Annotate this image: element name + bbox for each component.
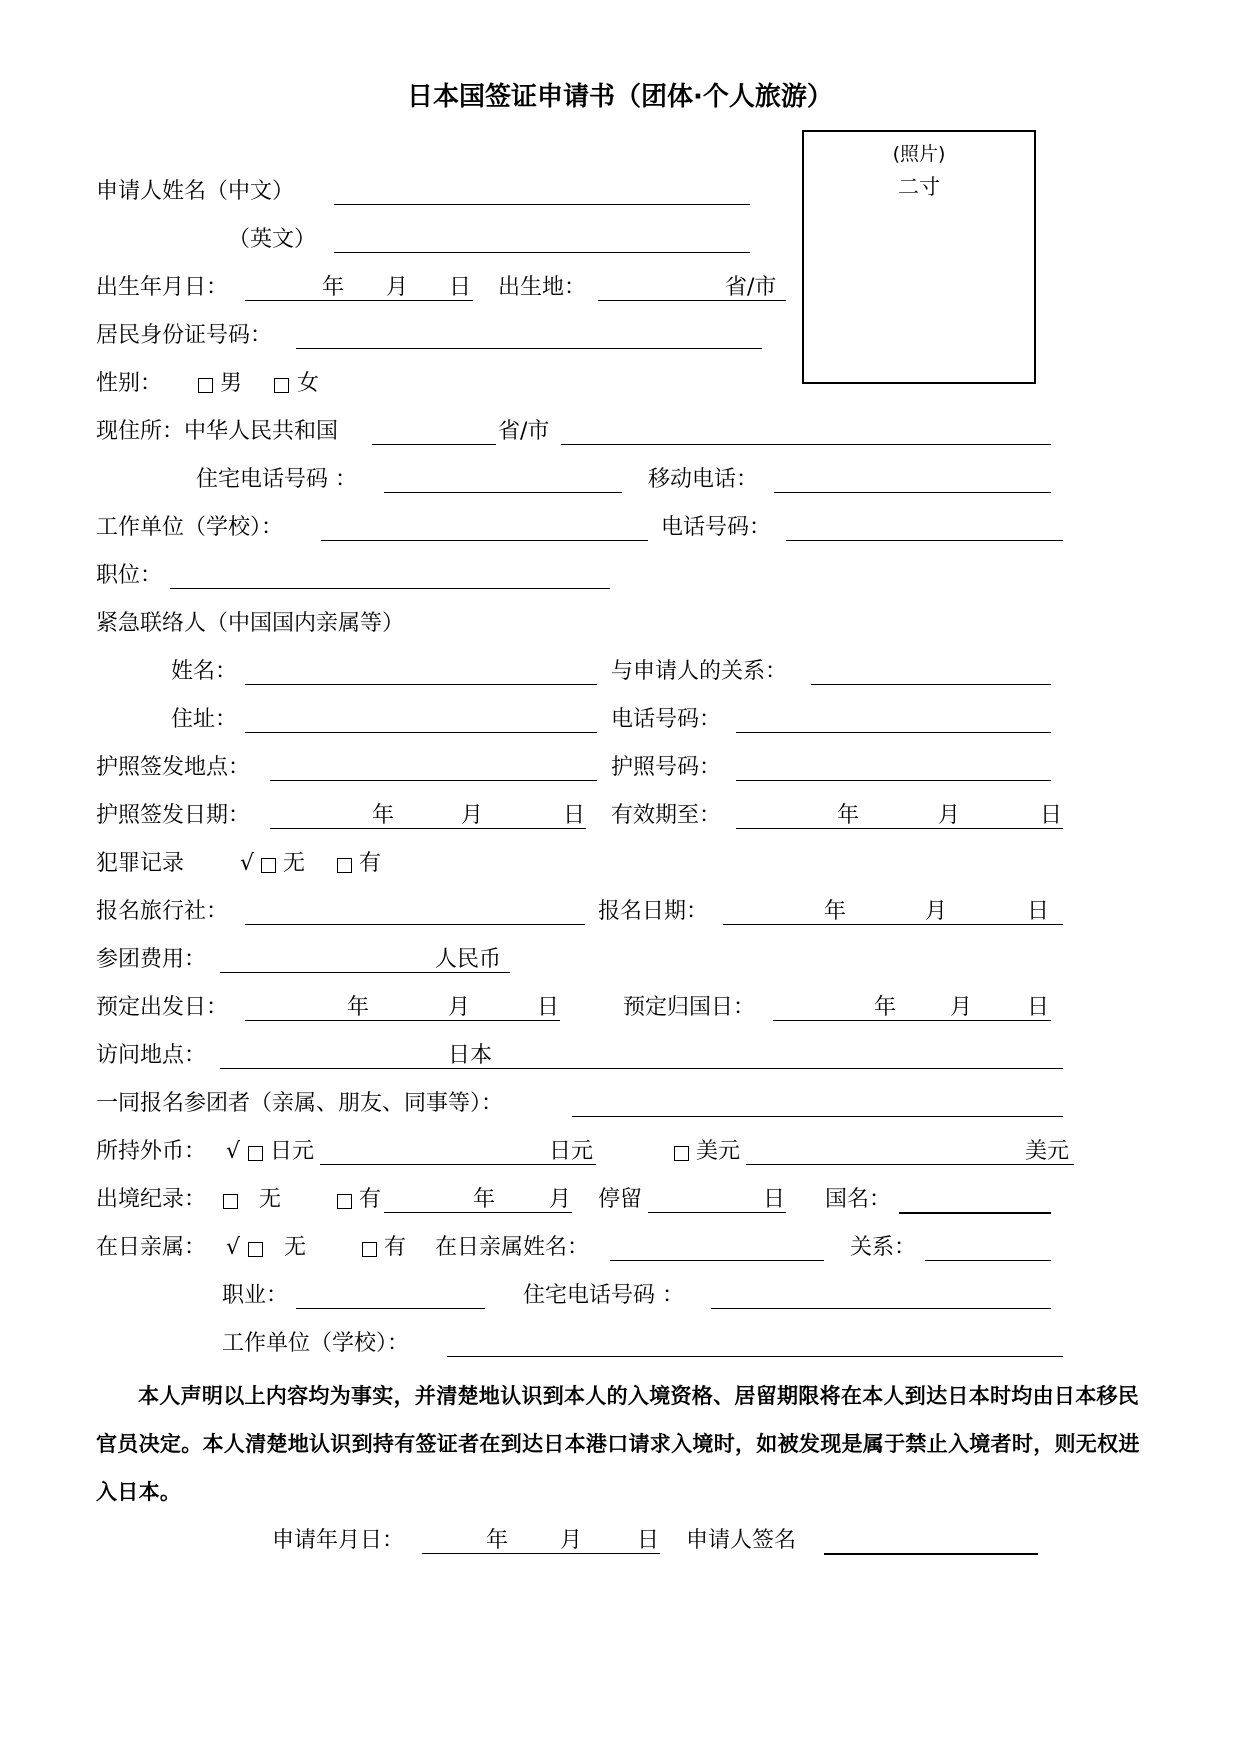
em-relation-label: 与申请人的关系：	[611, 659, 788, 684]
companions-field[interactable]	[572, 1116, 1063, 1117]
depart-day: 日	[537, 995, 560, 1020]
relatives-none-label: 无	[284, 1235, 307, 1260]
criminal-none-checkbox[interactable]	[261, 858, 276, 873]
relation-field[interactable]	[925, 1260, 1051, 1261]
rel-employer-field[interactable]	[447, 1356, 1063, 1357]
rel-employer-label: 工作单位（学校）：	[222, 1331, 410, 1356]
passport-no-label: 护照号码：	[611, 755, 722, 780]
apply-day: 日	[1027, 899, 1050, 924]
currency-checkmark: √	[226, 1139, 241, 1164]
valid-year: 年	[837, 803, 860, 828]
name-en-label: （英文）	[228, 227, 317, 252]
address-province-field[interactable]	[372, 444, 496, 445]
return-label: 预定归国日：	[623, 995, 756, 1020]
form-title: 日本国签证申请书（团体·个人旅游）	[407, 82, 833, 112]
criminal-checkmark: √	[240, 851, 255, 876]
visit-field[interactable]	[220, 1068, 1063, 1069]
return-day: 日	[1027, 995, 1050, 1020]
travel-year: 年	[473, 1187, 496, 1212]
relative-name-label: 在日亲属姓名：	[435, 1235, 590, 1260]
fee-label: 参团费用：	[96, 947, 207, 972]
jpy-unit: 日元	[549, 1139, 594, 1164]
depart-month: 月	[448, 995, 471, 1020]
passport-date-field[interactable]	[270, 828, 586, 829]
home-phone-field[interactable]	[384, 492, 622, 493]
passport-place-label: 护照签发地点：	[96, 755, 251, 780]
address-unit: 省/市	[498, 419, 550, 444]
criminal-none-label: 无	[283, 851, 306, 876]
relatives-label: 在日亲属：	[96, 1235, 207, 1260]
em-name-label: 姓名：	[171, 659, 238, 684]
travel-has-checkbox[interactable]	[337, 1194, 352, 1209]
criminal-label: 犯罪记录	[96, 851, 185, 876]
depart-label: 预定出发日：	[96, 995, 229, 1020]
home-phone-label: 住宅电话号码 ：	[196, 467, 357, 492]
em-phone-label: 电话号码：	[611, 707, 722, 732]
em-relation-field[interactable]	[811, 684, 1051, 685]
male-checkbox[interactable]	[198, 378, 213, 393]
country-field[interactable]	[899, 1212, 1051, 1214]
dob-day: 日	[449, 275, 472, 300]
jpy-label: 日元	[270, 1139, 315, 1164]
relatives-has-checkbox[interactable]	[362, 1242, 377, 1257]
valid-until-field[interactable]	[736, 828, 1063, 829]
usd-label: 美元	[696, 1139, 741, 1164]
address-field[interactable]	[561, 444, 1051, 445]
name-cn-field[interactable]	[334, 204, 750, 205]
visit-label: 访问地点：	[96, 1043, 207, 1068]
apply-date-label: 报名日期：	[598, 899, 709, 924]
em-address-field[interactable]	[245, 732, 597, 733]
id-field[interactable]	[296, 348, 762, 349]
apply-year: 年	[824, 899, 847, 924]
sign-date-field[interactable]	[422, 1553, 660, 1554]
relatives-none-checkbox[interactable]	[248, 1242, 263, 1257]
visit-country: 日本	[448, 1043, 493, 1068]
criminal-has-label: 有	[359, 851, 382, 876]
agency-field[interactable]	[245, 924, 585, 925]
relatives-checkmark: √	[226, 1235, 241, 1260]
id-label: 居民身份证号码：	[96, 323, 273, 348]
stay-label: 停留	[598, 1187, 643, 1212]
passport-month: 月	[461, 803, 484, 828]
occupation-field[interactable]	[296, 1308, 485, 1309]
travel-none-label: 无	[259, 1187, 282, 1212]
travel-none-checkbox[interactable]	[223, 1194, 238, 1209]
passport-year: 年	[372, 803, 395, 828]
relatives-has-label: 有	[384, 1235, 407, 1260]
dob-month: 月	[386, 275, 409, 300]
country-label: 国名：	[825, 1187, 892, 1212]
signature-field[interactable]	[824, 1553, 1038, 1555]
rel-home-phone-field[interactable]	[711, 1308, 1051, 1309]
name-en-field[interactable]	[334, 252, 750, 253]
dob-year: 年	[322, 275, 345, 300]
sign-day: 日	[637, 1528, 660, 1553]
employer-label: 工作单位（学校）：	[96, 515, 284, 540]
valid-month: 月	[938, 803, 961, 828]
fee-currency: 人民币	[435, 947, 502, 972]
return-field[interactable]	[773, 1020, 1051, 1021]
phone-field[interactable]	[786, 540, 1063, 541]
travel-month: 月	[549, 1187, 572, 1212]
employer-field[interactable]	[321, 540, 648, 541]
phone-label: 电话号码：	[661, 515, 772, 540]
emergency-heading: 紧急联络人（中国国内亲属等）	[96, 611, 405, 636]
position-field[interactable]	[170, 588, 610, 589]
usd-unit: 美元	[1025, 1139, 1070, 1164]
gender-label: 性别：	[96, 371, 163, 396]
birthplace-label: 出生地：	[498, 275, 587, 300]
em-phone-field[interactable]	[736, 732, 1051, 733]
apply-date-field[interactable]	[723, 924, 1063, 925]
companions-label: 一同报名参团者（亲属、朋友、同事等）：	[96, 1091, 504, 1116]
dob-field[interactable]	[245, 300, 473, 301]
travel-has-label: 有	[359, 1187, 382, 1212]
stay-day: 日	[763, 1187, 786, 1212]
agency-label: 报名旅行社：	[96, 899, 229, 924]
travel-record-label: 出境纪录：	[96, 1187, 207, 1212]
signature-label: 申请人签名	[686, 1528, 797, 1553]
declaration: 本人声明以上内容均为事实，并清楚地认识到本人的入境资格、居留期限将在本人到达日本时均由日本移民官员决定。本人清楚地认识到持有签证者在到达日本港口请求入境时，如被发现是属于禁止入境者时，则无权进入日本。	[96, 1384, 1140, 1504]
occupation-label: 职业：	[222, 1283, 289, 1308]
sign-date-label: 申请年月日：	[272, 1528, 405, 1553]
currency-label: 所持外币：	[96, 1139, 207, 1164]
mobile-field[interactable]	[774, 492, 1051, 493]
address-label: 现住所：中华人民共和国	[96, 419, 339, 444]
depart-field[interactable]	[245, 1020, 560, 1021]
valid-day: 日	[1040, 803, 1063, 828]
jpy-checkbox[interactable]	[248, 1146, 263, 1161]
return-year: 年	[874, 995, 897, 1020]
relation-label: 关系：	[850, 1235, 917, 1260]
passport-day: 日	[563, 803, 586, 828]
female-label: 女	[297, 371, 320, 396]
usd-checkbox[interactable]	[674, 1146, 689, 1161]
rel-home-phone-label: 住宅电话号码 ：	[523, 1283, 684, 1308]
dob-label: 出生年月日：	[96, 275, 229, 300]
female-checkbox[interactable]	[274, 378, 289, 393]
sign-month: 月	[560, 1528, 583, 1553]
depart-year: 年	[347, 995, 370, 1020]
apply-month: 月	[925, 899, 948, 924]
passport-date-label: 护照签发日期：	[96, 803, 251, 828]
relative-name-field[interactable]	[610, 1260, 824, 1261]
em-address-label: 住址：	[171, 707, 238, 732]
male-label: 男	[220, 371, 243, 396]
position-label: 职位：	[96, 563, 163, 588]
passport-place-field[interactable]	[270, 780, 597, 781]
em-name-field[interactable]	[245, 684, 597, 685]
birthplace-unit: 省/市	[725, 275, 777, 300]
valid-until-label: 有效期至：	[611, 803, 722, 828]
passport-no-field[interactable]	[736, 780, 1051, 781]
sign-year: 年	[486, 1528, 509, 1553]
criminal-has-checkbox[interactable]	[337, 858, 352, 873]
return-month: 月	[950, 995, 973, 1020]
photo-label: (照片)	[892, 143, 946, 165]
photo-size: 二寸	[898, 175, 940, 199]
mobile-label: 移动电话：	[648, 467, 759, 492]
name-cn-label: 申请人姓名（中文）	[96, 179, 295, 204]
photo-box	[802, 130, 1036, 384]
